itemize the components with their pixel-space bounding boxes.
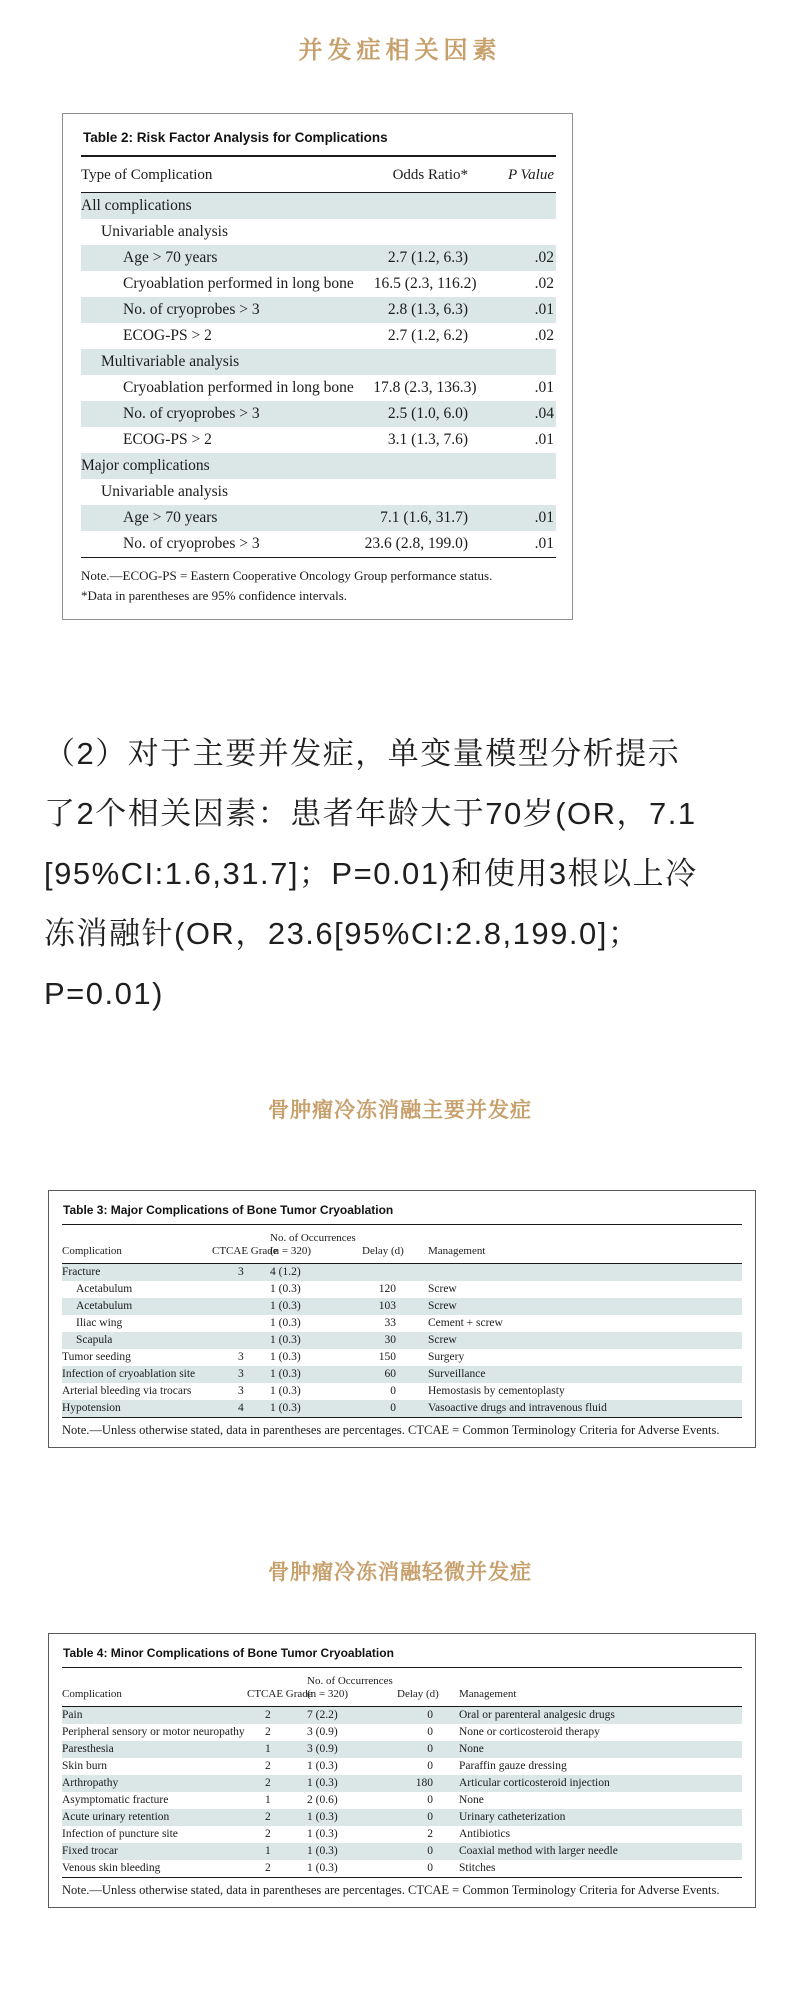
table-row bbox=[81, 245, 556, 271]
delay-cell: 0 bbox=[427, 1726, 433, 1738]
table-row bbox=[81, 349, 556, 375]
table-row bbox=[62, 1332, 742, 1349]
occurrences-cell: 1 (0.3) bbox=[270, 1385, 301, 1397]
grade-cell: 1 bbox=[265, 1743, 271, 1755]
odds-ratio-cell: 2.8 (1.3, 6.3) bbox=[387, 301, 468, 318]
header-management: Management bbox=[459, 1688, 517, 1700]
management-cell: Hemostasis by cementoplasty bbox=[428, 1385, 565, 1397]
p-value-cell: .01 bbox=[534, 509, 554, 526]
management-cell: Stitches bbox=[459, 1862, 496, 1874]
delay-cell: 0 bbox=[427, 1760, 433, 1772]
complication-cell: All complications bbox=[81, 197, 192, 214]
table2-header-row bbox=[81, 157, 556, 193]
header-delay: Delay (d) bbox=[362, 1245, 404, 1257]
table3-title: Table 3: Major Complications of Bone Tumor Cryoablation bbox=[62, 1201, 742, 1225]
p-value-cell: .01 bbox=[534, 301, 554, 318]
table-row bbox=[62, 1383, 742, 1400]
odds-ratio-cell bbox=[324, 479, 496, 505]
complication-cell: Infection of cryoablation site bbox=[62, 1368, 196, 1380]
section-heading-major-complications: 骨肿瘤冷冻消融主要并发症 bbox=[268, 1099, 532, 1122]
occurrences-cell: 1 (0.3) bbox=[270, 1402, 301, 1414]
delay-cell: 30 bbox=[384, 1334, 396, 1346]
delay-cell: 150 bbox=[378, 1351, 396, 1363]
p-value-cell: .02 bbox=[534, 327, 554, 344]
complication-cell: Acute urinary retention bbox=[62, 1811, 170, 1823]
delay-cell: 0 bbox=[427, 1811, 433, 1823]
table-row bbox=[62, 1366, 742, 1383]
management-cell: Paraffin gauze dressing bbox=[459, 1760, 567, 1772]
occurrences-cell: 1 (0.3) bbox=[307, 1845, 338, 1857]
grade-cell: 2 bbox=[265, 1709, 271, 1721]
header-p-value: P Value bbox=[508, 167, 554, 183]
odds-ratio-cell: 2.7 (1.2, 6.3) bbox=[387, 249, 468, 266]
p-value-cell: .01 bbox=[534, 535, 554, 552]
section-heading-minor-complications: 骨肿瘤冷冻消融轻微并发症 bbox=[268, 1561, 532, 1584]
occurrences-cell: 1 (0.3) bbox=[270, 1351, 301, 1363]
complication-cell: Skin burn bbox=[62, 1760, 108, 1772]
p-value-cell bbox=[496, 479, 556, 505]
table-row bbox=[81, 531, 556, 557]
occurrences-cell: 3 (0.9) bbox=[307, 1743, 338, 1755]
table-row bbox=[81, 453, 556, 479]
header-management: Management bbox=[428, 1245, 486, 1257]
occurrences-cell: 1 (0.3) bbox=[270, 1317, 301, 1329]
header-type-of-complication: Type of Complication bbox=[81, 167, 213, 183]
management-cell: Urinary catheterization bbox=[459, 1811, 566, 1823]
paragraph-line: （2）对于主要并发症，单变量模型分析提示 bbox=[44, 736, 681, 771]
delay-cell: 0 bbox=[427, 1794, 433, 1806]
complication-cell: Scapula bbox=[76, 1334, 113, 1346]
header-occurrences: No. of Occurrences (n = 320) bbox=[307, 1675, 393, 1700]
header-ctcae-grade: CTCAE Grade bbox=[247, 1688, 313, 1700]
table-row bbox=[81, 401, 556, 427]
complication-cell: Univariable analysis bbox=[101, 223, 228, 240]
odds-ratio-cell: 7.1 (1.6, 31.7) bbox=[380, 509, 468, 526]
occurrences-cell: 1 (0.3) bbox=[270, 1368, 301, 1380]
complication-cell: No. of cryoprobes > 3 bbox=[123, 301, 260, 318]
odds-ratio-cell bbox=[324, 193, 496, 219]
management-cell: None bbox=[459, 1743, 484, 1755]
complication-cell: No. of cryoprobes > 3 bbox=[123, 405, 260, 422]
management-cell: Screw bbox=[428, 1334, 457, 1346]
odds-ratio-cell: 16.5 (2.3, 116.2) bbox=[373, 275, 477, 292]
table3-header-row bbox=[62, 1225, 742, 1264]
header-delay: Delay (d) bbox=[397, 1688, 439, 1700]
occurrences-cell: 1 (0.3) bbox=[270, 1283, 301, 1295]
odds-ratio-cell bbox=[324, 219, 496, 245]
section-heading-risk-factors: 并发症相关因素 bbox=[298, 37, 502, 64]
table4-title: Table 4: Minor Complications of Bone Tumor Cryoablation bbox=[62, 1644, 742, 1668]
complication-cell: ECOG-PS > 2 bbox=[123, 431, 212, 448]
delay-cell: 180 bbox=[415, 1777, 433, 1789]
occurrences-cell: 1 (0.3) bbox=[270, 1300, 301, 1312]
complication-cell: Age > 70 years bbox=[123, 249, 218, 266]
complication-cell: Asymptomatic fracture bbox=[62, 1794, 169, 1806]
complication-cell: Infection of puncture site bbox=[62, 1828, 178, 1840]
grade-cell bbox=[212, 1298, 270, 1315]
delay-cell: 120 bbox=[378, 1283, 396, 1295]
table-row bbox=[62, 1400, 742, 1417]
management-cell bbox=[412, 1264, 742, 1281]
occurrences-cell: 1 (0.3) bbox=[307, 1777, 338, 1789]
management-cell: Antibiotics bbox=[459, 1828, 511, 1840]
table-row bbox=[81, 297, 556, 323]
table-row bbox=[62, 1707, 742, 1724]
table4-header-row bbox=[62, 1668, 742, 1707]
table-row bbox=[81, 505, 556, 531]
grade-cell: 3 bbox=[238, 1368, 244, 1380]
grade-cell: 2 bbox=[265, 1811, 271, 1823]
complication-cell: Pain bbox=[62, 1709, 83, 1721]
grade-cell: 1 bbox=[265, 1845, 271, 1857]
occurrences-cell: 3 (0.9) bbox=[307, 1726, 338, 1738]
management-cell: None or corticosteroid therapy bbox=[459, 1726, 600, 1738]
table4-body bbox=[62, 1707, 742, 1878]
delay-cell: 0 bbox=[390, 1402, 396, 1414]
complication-cell: Venous skin bleeding bbox=[62, 1862, 161, 1874]
table2-note-footnote: *Data in parentheses are 95% confidence intervals. bbox=[81, 587, 348, 603]
table-row bbox=[62, 1724, 742, 1741]
grade-cell: 1 bbox=[265, 1794, 271, 1806]
management-cell: Surveillance bbox=[428, 1368, 486, 1380]
table2-note-abbreviation: Note.—ECOG-PS = Eastern Cooperative Oncology Group performance status. bbox=[81, 568, 493, 583]
delay-cell: 0 bbox=[427, 1845, 433, 1857]
chinese-paragraph bbox=[44, 724, 766, 1024]
delay-cell: 0 bbox=[427, 1743, 433, 1755]
complication-cell: Iliac wing bbox=[76, 1317, 123, 1329]
table-row bbox=[62, 1264, 742, 1281]
header-odds-ratio: Odds Ratio* bbox=[392, 167, 468, 183]
occurrences-cell: 1 (0.3) bbox=[307, 1811, 338, 1823]
complication-cell: Fracture bbox=[62, 1266, 101, 1278]
complication-cell: Arterial bleeding via trocars bbox=[62, 1385, 192, 1397]
complication-cell: Cryoablation performed in long bone bbox=[123, 275, 354, 292]
table3-note: Note.—Unless otherwise stated, data in parentheses are percentages. CTCAE = Common Terminology Criteria for Adverse Events. bbox=[62, 1423, 720, 1437]
management-cell: Surgery bbox=[428, 1351, 465, 1363]
table2-risk-factor-analysis bbox=[62, 113, 573, 620]
management-cell: Vasoactive drugs and intravenous fluid bbox=[428, 1402, 607, 1414]
grade-cell: 2 bbox=[265, 1862, 271, 1874]
table-row bbox=[81, 323, 556, 349]
p-value-cell: .02 bbox=[534, 249, 554, 266]
paragraph-line: 冻消融针(OR，23.6[95%CI:2.8,199.0]； bbox=[44, 916, 641, 951]
delay-cell: 0 bbox=[427, 1709, 433, 1721]
p-value-cell bbox=[496, 219, 556, 245]
grade-cell: 3 bbox=[238, 1385, 244, 1397]
table-row bbox=[62, 1315, 742, 1332]
grade-cell bbox=[212, 1315, 270, 1332]
occurrences-cell: 1 (0.3) bbox=[270, 1334, 301, 1346]
odds-ratio-cell: 2.5 (1.0, 6.0) bbox=[387, 405, 468, 422]
table-row bbox=[81, 271, 556, 297]
management-cell: Oral or parenteral analgesic drugs bbox=[459, 1709, 615, 1721]
delay-cell: 0 bbox=[427, 1862, 433, 1874]
table3-body bbox=[62, 1264, 742, 1418]
complication-cell: Acetabulum bbox=[76, 1283, 133, 1295]
delay-cell: 0 bbox=[390, 1385, 396, 1397]
table-row bbox=[62, 1349, 742, 1366]
table-row bbox=[81, 427, 556, 453]
complication-cell: Hypotension bbox=[62, 1402, 121, 1414]
management-cell: Cement + screw bbox=[428, 1317, 503, 1329]
table-row bbox=[62, 1843, 742, 1860]
p-value-cell: .02 bbox=[534, 275, 554, 292]
p-value-cell: .01 bbox=[534, 431, 554, 448]
complication-cell: Multivariable analysis bbox=[101, 353, 240, 370]
complication-cell: Age > 70 years bbox=[123, 509, 218, 526]
odds-ratio-cell: 3.1 (1.3, 7.6) bbox=[387, 431, 468, 448]
complication-cell: Arthropathy bbox=[62, 1777, 119, 1789]
odds-ratio-cell: 17.8 (2.3, 136.3) bbox=[373, 379, 477, 396]
odds-ratio-cell: 2.7 (1.2, 6.2) bbox=[387, 327, 468, 344]
table-row bbox=[81, 479, 556, 505]
table-row bbox=[62, 1281, 742, 1298]
header-ctcae-grade: CTCAE Grade bbox=[212, 1245, 278, 1257]
grade-cell: 3 bbox=[238, 1266, 244, 1278]
header-occurrences: No. of Occurrences (n = 320) bbox=[270, 1232, 356, 1257]
odds-ratio-cell: 23.6 (2.8, 199.0) bbox=[364, 535, 468, 552]
p-value-cell bbox=[496, 349, 556, 375]
odds-ratio-cell bbox=[324, 349, 496, 375]
complication-cell: Univariable analysis bbox=[101, 483, 228, 500]
table-row bbox=[62, 1298, 742, 1315]
delay-cell bbox=[362, 1264, 412, 1281]
grade-cell: 4 bbox=[238, 1402, 244, 1414]
occurrences-cell: 2 (0.6) bbox=[307, 1794, 338, 1806]
table2-notes bbox=[81, 558, 556, 605]
table-row bbox=[62, 1809, 742, 1826]
p-value-cell bbox=[496, 193, 556, 219]
grade-cell: 3 bbox=[238, 1351, 244, 1363]
complication-cell: Cryoablation performed in long bone bbox=[123, 379, 354, 396]
table-row bbox=[62, 1775, 742, 1792]
delay-cell: 60 bbox=[384, 1368, 396, 1380]
table4-minor-complications bbox=[48, 1633, 756, 1908]
complication-cell: Major complications bbox=[81, 457, 210, 474]
complication-cell: No. of cryoprobes > 3 bbox=[123, 535, 260, 552]
paragraph-line: P=0.01) bbox=[44, 976, 164, 1011]
p-value-cell: .04 bbox=[534, 405, 554, 422]
management-cell: None bbox=[459, 1794, 484, 1806]
header-complication: Complication bbox=[62, 1688, 122, 1700]
table4-note: Note.—Unless otherwise stated, data in parentheses are percentages. CTCAE = Common Terminology Criteria for Adverse Events. bbox=[62, 1883, 720, 1897]
grade-cell bbox=[212, 1281, 270, 1298]
management-cell: Articular corticosteroid injection bbox=[459, 1777, 610, 1789]
complication-cell: Acetabulum bbox=[76, 1300, 133, 1312]
management-cell: Screw bbox=[428, 1283, 457, 1295]
table-row bbox=[62, 1758, 742, 1775]
complication-cell: Paresthesia bbox=[62, 1743, 114, 1755]
table-row bbox=[81, 375, 556, 401]
table2-body bbox=[81, 193, 556, 558]
table3-major-complications bbox=[48, 1190, 756, 1448]
table-row bbox=[62, 1860, 742, 1877]
complication-cell: Tumor seeding bbox=[62, 1351, 131, 1363]
grade-cell bbox=[212, 1332, 270, 1349]
occurrences-cell: 1 (0.3) bbox=[307, 1828, 338, 1840]
delay-cell: 103 bbox=[378, 1300, 396, 1312]
table-row bbox=[81, 193, 556, 219]
table2-title: Table 2: Risk Factor Analysis for Complications bbox=[81, 128, 556, 157]
complication-cell: Fixed trocar bbox=[62, 1845, 118, 1857]
management-cell: Coaxial method with larger needle bbox=[459, 1845, 618, 1857]
complication-cell: ECOG-PS > 2 bbox=[123, 327, 212, 344]
grade-cell: 2 bbox=[265, 1828, 271, 1840]
delay-cell: 33 bbox=[384, 1317, 396, 1329]
grade-cell: 2 bbox=[265, 1726, 271, 1738]
odds-ratio-cell bbox=[324, 453, 496, 479]
management-cell: Screw bbox=[428, 1300, 457, 1312]
paragraph-line: 了2个相关因素：患者年龄大于70岁(OR，7.1 bbox=[44, 796, 697, 831]
table-row bbox=[81, 219, 556, 245]
table-row bbox=[62, 1826, 742, 1843]
occurrences-cell: 4 (1.2) bbox=[270, 1266, 301, 1278]
occurrences-cell: 7 (2.2) bbox=[307, 1709, 338, 1721]
table-row bbox=[62, 1741, 742, 1758]
grade-cell: 2 bbox=[265, 1777, 271, 1789]
paragraph-line: [95%CI:1.6,31.7]；P=0.01)和使用3根以上冷 bbox=[44, 856, 698, 891]
p-value-cell bbox=[496, 453, 556, 479]
p-value-cell: .01 bbox=[534, 379, 554, 396]
header-complication: Complication bbox=[62, 1245, 122, 1257]
occurrences-cell: 1 (0.3) bbox=[307, 1862, 338, 1874]
complication-cell: Peripheral sensory or motor neuropathy bbox=[62, 1726, 245, 1738]
occurrences-cell: 1 (0.3) bbox=[307, 1760, 338, 1772]
table-row bbox=[62, 1792, 742, 1809]
delay-cell: 2 bbox=[427, 1828, 433, 1840]
grade-cell: 2 bbox=[265, 1760, 271, 1772]
